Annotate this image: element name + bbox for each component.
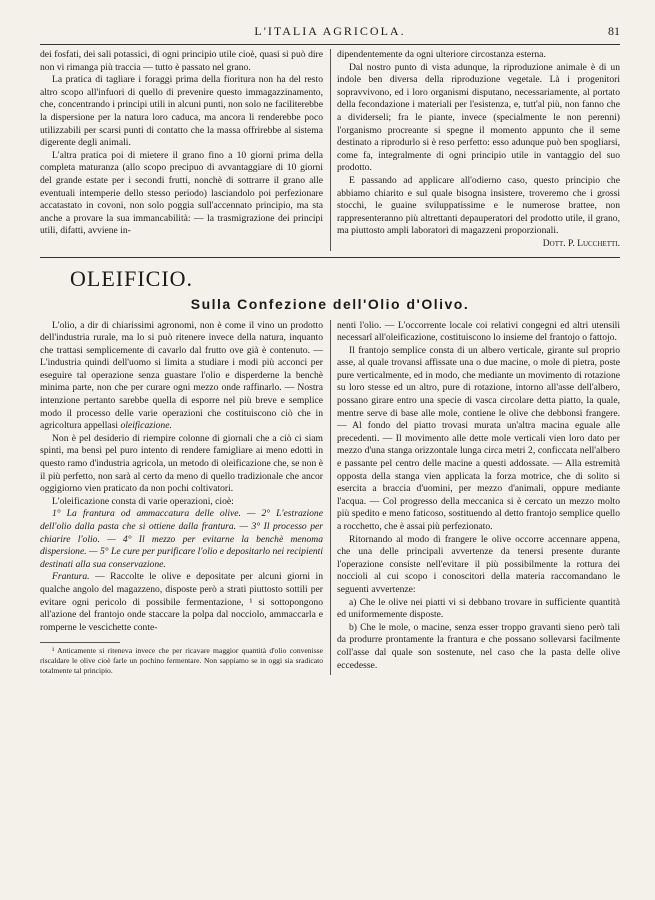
paragraph: dei fosfati, dei sali potassici, di ogni principio utile cioè, quasi si può dire non vi rimanga più traccia — tutto è passato nel grano. xyxy=(40,49,323,73)
footnote: ¹ Anticamente si riteneva invece che per ricavare maggior quantità d'olio convenisse riscaldare le olive cioè farle un pochino fermentare. Non sappiamo se in oggi sia sradicato totalmente tal principio. xyxy=(40,646,323,675)
paragraph: L'altra pratica poi di mietere il grano fino a 10 giorni prima della completa maturanza (allo scopo precipuo di avvantaggiare di 10 giorni del grande estate per i secondi frutti, nonchè di sottrarre il grano alle eventuali intemperie dello stesso periodo) lasciandolo poi perfezionare accatastato in covoni, non solo poggia sull'accennato principio, ma sta anche a provare la sua immancabilità: — la trasmigrazione dei principi utili, difatti, avviene in- xyxy=(40,149,323,237)
paragraph: Il frantojo semplice consta di un albero verticale, girante sul proprio asse, al quale trovansi affissate una o due macine, o mole di pietra, poste pure verticalmente, ed in modo, che mediante un movimento di rotazione su loro stesse ed un altro, pure di rotazione, intorno all'asse dell'albero, possano girare entro una specie di vasca circolare detta piatto, la quale, mentre serve di base alle mole, contiene le olive che debbonsi frangere. — Al fondo del piatto trovasi murata un'altra macina eguale alle precedenti. — Il movimento alle dette mole verticali vien loro dato per mezzo d'una stanga orizzontale lunga circa metri 2, conficcata nell'albero e passante pel centro delle macine a questi addossate. — Alla estremità opposta della stanga vien applicata la forza motrice, che di solito si esercita a braccia d'uomini, per mezzo d'animali, oppure mediante l'acqua. — Col progresso della meccanica si è cercato un mezzo molto più spedito e meno faticoso, sostituendo al detto frantojo semplice quello a rocchetto, che è assai più perfezionato. xyxy=(337,344,620,532)
author-signature: Dott. P. Lucchetti. xyxy=(542,237,620,249)
top-columns xyxy=(40,49,620,251)
paragraph: L'oleificazione consta di varie operazioni, cioè: xyxy=(52,495,234,507)
paragraph: Non è pel desiderio di riempire colonne di giornali che a ciò ci siam spinti, ma bensì pel puro intento di rendere famigliare ai meno edotti in questo ramo d'industria agricola, un metodo di oleificazione che, se non è il più perfetto, non sarà al certo da meno di quello tradizionale che ancor oggigiorno vien praticato da non pochi coltivatori. xyxy=(40,432,323,495)
header-rule xyxy=(40,44,620,45)
column-divider xyxy=(330,49,331,251)
paragraph: Dal nostro punto di vista adunque, la riproduzione animale è di un indole ben diversa della riproduzione vegetale. Là i progenitori sopravvivono, ed i loro organismi disputano, necessariamente, al portato della fecondazione i materiali per l'esistenza, e, tutt'al più, non fanno che a dividerseli; fra le piante, invece (specialmente le non perenni) l'organismo procreante si spegne il momento appunto che il seme destinato a riprodurlo si è reso perfetto: esso adunque può ben spogliarsi, come fa, integralmente di ogni principio utile in vantaggio del suo prodotto. xyxy=(337,61,620,174)
footnote-rule xyxy=(40,642,120,643)
paragraph: nenti l'olio. — L'occorrente locale coi relativi congegni ed altri utensili necessarî all'oleificazione, costituiscono lo insieme del frantojo o fattojo. xyxy=(337,319,620,344)
frantura-heading: Frantura. xyxy=(52,571,90,583)
article-right-column xyxy=(337,320,620,676)
list-item: a) Che le olive nei piatti vi si debbano trovare in sufficiente quantità ed uniformemente disposte. xyxy=(337,596,620,621)
operations-list: 1° La frantura od ammaccatura delle olive. — 2° L'estrazione dell'olio dalla pasta che si ottiene dalla frantura. — 3° Il processo per chiarire l'olio. — 4° Il mezzo per evitarne la benchè menoma dispersione. — 5° Le cure per purificare l'olio e depositarlo nei recipienti destinati alla sua conservazione. xyxy=(40,508,324,570)
paragraph: La pratica di tagliare i foraggi prima della fioritura non ha del resto altro scopo all'infuori di quello di prevenire questo immagazzinamento, che, concentrando i principi utili in alcuni punti, non solo ne faciliterebbe la dispersione per la natura loro caduca, ma ancora li renderebbe poco utilizzabili per scarsi punti di contatto che la massa offrirebbe al sistema digerente degli animali. xyxy=(40,74,323,149)
column-divider xyxy=(330,320,331,676)
top-right-column xyxy=(337,49,620,251)
paragraph: L'olio, a dir di chiarissimi agronomi, non è come il vino un prodotto dell'industria rurale, ma lo si può ritenere invece della natura, inquanto che trattasi semplicemente di cavarlo dal frutto ove già è contenuto. — L'industria quindi dell'uomo si limita a studiare i modi più acconci per eseguire tal operazione senza guastare l'olio e disperderne la benchè minima parte, non che per curare ogni mezzo onde raffinarlo. — Nostra intenzione pertanto sarebbe quella di esporre nel più breve e semplice modo il processo delle varie operazioni che costituiscono ciò che in agricoltura appellasi xyxy=(40,319,323,432)
paragraph: dipendentemente da ogni ulteriore circostanza esterna. xyxy=(337,49,546,60)
article-columns xyxy=(40,320,620,676)
running-title: L'ITALIA AGRICOLA. xyxy=(254,24,406,38)
page-number: 81 xyxy=(608,24,620,38)
page xyxy=(40,22,620,675)
paragraph: E passando ad applicare all'odierno caso, questo principio che abbiamo chiarito e sul quale bisogna insistere, troveremo che i grossi stocchi, le guaine sviluppatissime e le numerose brattee, non rappresenteranno più altrettanti depauperatori del prodotto utile, il grano, ma piuttosto ampli laboratori di magazzeni proporzionali. xyxy=(337,174,620,237)
article-subtitle: Sulla Confezione dell'Olio d'Olivo. xyxy=(190,295,470,312)
paragraph: Ritornando al modo di frangere le olive occorre accennare appena, che una delle principali avvertenze da tenersi presente durante l'operazione consiste nell'evitare il più possibilmente la rottura dei noccioli al cui scopo i conoscitori della materia raccomandano le seguenti avvertenze: xyxy=(337,533,620,595)
section-title: OLEIFICIO. xyxy=(70,265,194,291)
italic-term: oleificazione. xyxy=(120,420,172,432)
list-item: b) Che le mole, o macine, senza esser troppo gravanti sieno però tali da produrre prontamente la frantura e che possano sollevarsi facilmente coll'asse dal quale son sostenute, nel caso che la pasta delle olive eccedesse. xyxy=(337,621,620,671)
page-header xyxy=(40,22,620,42)
paragraph: — Raccolte le olive e depositate per alcuni giorni in qualche angolo del magazzeno, disposte però a strati piuttosto sottili per evitare ogni pericolo di possibile fermentazione, ¹ si sottopongono all'azione del frantojo onde staccare la polpa dal nocciolo, ammaccarla e romperne le vescichette conte- xyxy=(40,571,323,633)
top-left-column xyxy=(40,49,323,251)
article-left-column xyxy=(40,320,323,676)
section-rule xyxy=(40,257,620,258)
